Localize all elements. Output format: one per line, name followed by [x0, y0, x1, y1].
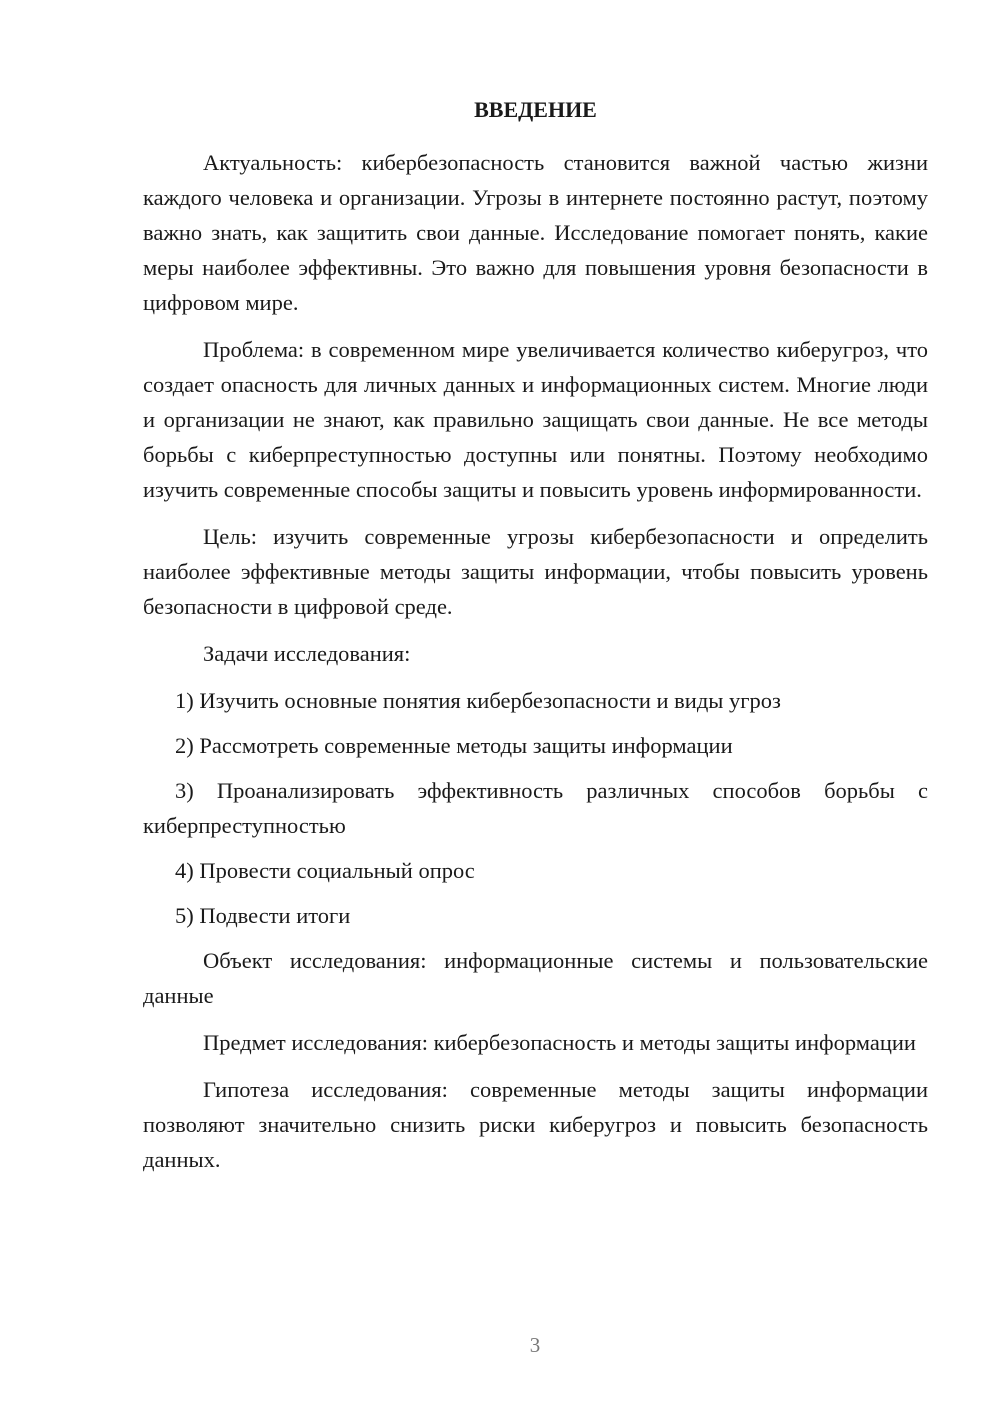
paragraph-subject: Предмет исследования: кибербезопасность и методы защиты информации [203, 1030, 916, 1055]
list-item: 4) Провести социальный опрос [175, 858, 475, 883]
page-title: ВВЕДЕНИЕ [474, 97, 597, 122]
list-item: 5) Подвести итоги [175, 903, 351, 928]
paragraph-goal: Цель: изучить современные угрозы кибербезопасности и определить наиболее эффективные методы защиты информации, чтобы повысить уровень безопасности в цифровой среде. [143, 524, 928, 619]
list-item: 2) Рассмотреть современные методы защиты информации [175, 733, 733, 758]
paragraph-tasks-heading: Задачи исследования: [203, 641, 411, 666]
document-page [143, 90, 928, 1189]
paragraph-problem: Проблема: в современном мире увеличивается количество киберугроз, что создает опасность для личных данных и информационных систем. Многие люди и организации не знают, как правильно защищать свои данные. Не все методы борьбы с киберпреступностью доступны или понятны. Поэтому необходимо изучить современные способы защиты и повысить уровень информированности. [143, 337, 928, 502]
paragraph-hypothesis: Гипотеза исследования: современные методы защиты информации позволяют значительно снизить риски киберугроз и повысить безопасность данных. [143, 1077, 928, 1172]
page-number: 3 [529, 1333, 541, 1357]
list-item: 3) Проанализировать эффективность различных способов борьбы с киберпреступностью [143, 778, 928, 838]
list-item: 1) Изучить основные понятия кибербезопасности и виды угроз [175, 688, 781, 713]
paragraph-object: Объект исследования: информационные системы и пользовательские данные [143, 948, 928, 1008]
paragraph-relevance: Актуальность: кибербезопасность становится важной частью жизни каждого человека и организации. Угрозы в интернете постоянно растут, поэтому важно знать, как защитить свои данные. Исследование помогает понять, какие меры наиболее эффективны. Это важно для повышения уровня безопасности в цифровом мире. [143, 150, 928, 315]
